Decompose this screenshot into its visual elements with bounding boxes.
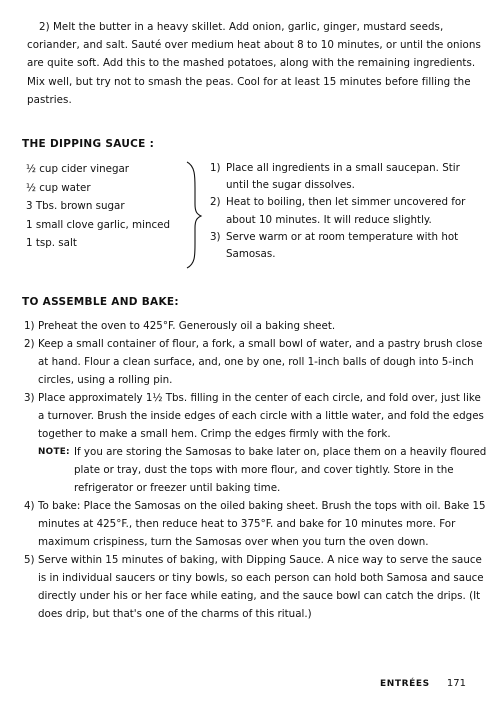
- note-label: NOTE:: [38, 447, 70, 457]
- assemble-step: [24, 497, 490, 551]
- assemble-heading: TO ASSEMBLE AND BAKE:: [22, 296, 179, 308]
- step-text: Heat to boiling, then let simmer uncovered for about 10 minutes. It will reduce slightly.: [226, 196, 466, 226]
- step-number: 5): [24, 554, 35, 566]
- dipping-step: [210, 194, 485, 228]
- dipping-step: [210, 229, 485, 263]
- dipping-step: [210, 160, 485, 194]
- step-number: 2): [210, 196, 221, 209]
- dipping-sauce-heading: THE DIPPING SAUCE :: [22, 138, 155, 150]
- step-text: Place approximately 1½ Tbs. filling in the center of each circle, and fold over, just like a turnover. Brush the inside edges of each circle with a little water, and fold the edges together to make a small hem. Crimp the edges firmly with the fork.: [38, 392, 484, 440]
- dipping-sauce-ingredients: [26, 160, 201, 253]
- step-number: 1): [210, 162, 221, 174]
- note-text: If you are storing the Samosas to bake later on, place them on a heavily floured plate or tray, dust the tops with more flour, and cover tightly. Store in the refrigerator or freezer until baking time.: [74, 446, 487, 494]
- step-number: 3): [24, 392, 35, 404]
- section-name: ENTRÉES: [379, 679, 430, 689]
- step-text: Keep a small container of flour, a fork, a small bowl of water, and a pastry brush close at hand. Flour a clean surface, and, one by one, roll 1-inch balls of dough into 5-inch circles, using a rolling pin.: [38, 338, 483, 386]
- step-text: Serve within 15 minutes of baking, with Dipping Sauce. A nice way to serve the sauce is in individual saucers or tiny bowls, so each person can hold both Samosa and sauce directly under his or her face while eating, and the sauce bowl can catch the drips. (It does drip, but that's one of the charms of this ritual.): [38, 554, 484, 620]
- curly-brace-divider: [183, 160, 205, 270]
- step-text: Preheat the oven to 425°F. Generously oil a baking sheet.: [38, 320, 336, 332]
- ingredient-item: 1 small clove garlic, minced: [26, 218, 171, 231]
- step-number: 1): [24, 320, 35, 332]
- assemble-steps: [24, 317, 490, 623]
- step-2-text: Melt the butter in a heavy skillet. Add onion, garlic, ginger, mustard seeds, coriander, and salt. Sauté over medium heat about 8 to 10 minutes, or until the onions are quite soft. Add this to the mashed potatoes, along with the remaining ingredients. Mix well, but try not to smash the peas. Cool for at least 15 minutes before filling the pastries.: [27, 21, 481, 106]
- storage-note: [38, 443, 490, 497]
- step-text: To bake: Place the Samosas on the oiled baking sheet. Brush the tops with oil. Bake 15 minutes at 425°F., then reduce heat to 375°F. and bake for 10 minutes more. For maximum crispiness, turn the Samosas over when you turn the oven down.: [38, 500, 486, 548]
- assemble-step: [24, 317, 490, 335]
- ingredient-item: 1 tsp. salt: [26, 237, 77, 250]
- step-text: Place all ingredients in a small saucepan. Stir until the sugar dissolves.: [226, 162, 460, 192]
- step-number: 2): [24, 338, 35, 350]
- step-text: Serve warm or at room temperature with hot Samosas.: [226, 230, 459, 261]
- step-number: 3): [210, 230, 221, 243]
- assemble-step: [24, 335, 490, 389]
- assemble-step: [24, 551, 490, 623]
- page-number: 171: [446, 678, 466, 689]
- step-number: 4): [24, 500, 35, 512]
- ingredient-item: ½ cup water: [26, 181, 91, 194]
- ingredient-item: 3 Tbs. brown sugar: [26, 200, 125, 213]
- assemble-step: [24, 389, 490, 443]
- step-2-paragraph: [27, 18, 489, 109]
- page-footer: [380, 678, 466, 689]
- dipping-sauce-steps: [210, 160, 485, 263]
- ingredient-item: ½ cup cider vinegar: [26, 163, 130, 175]
- step-2-number: 2): [39, 21, 50, 33]
